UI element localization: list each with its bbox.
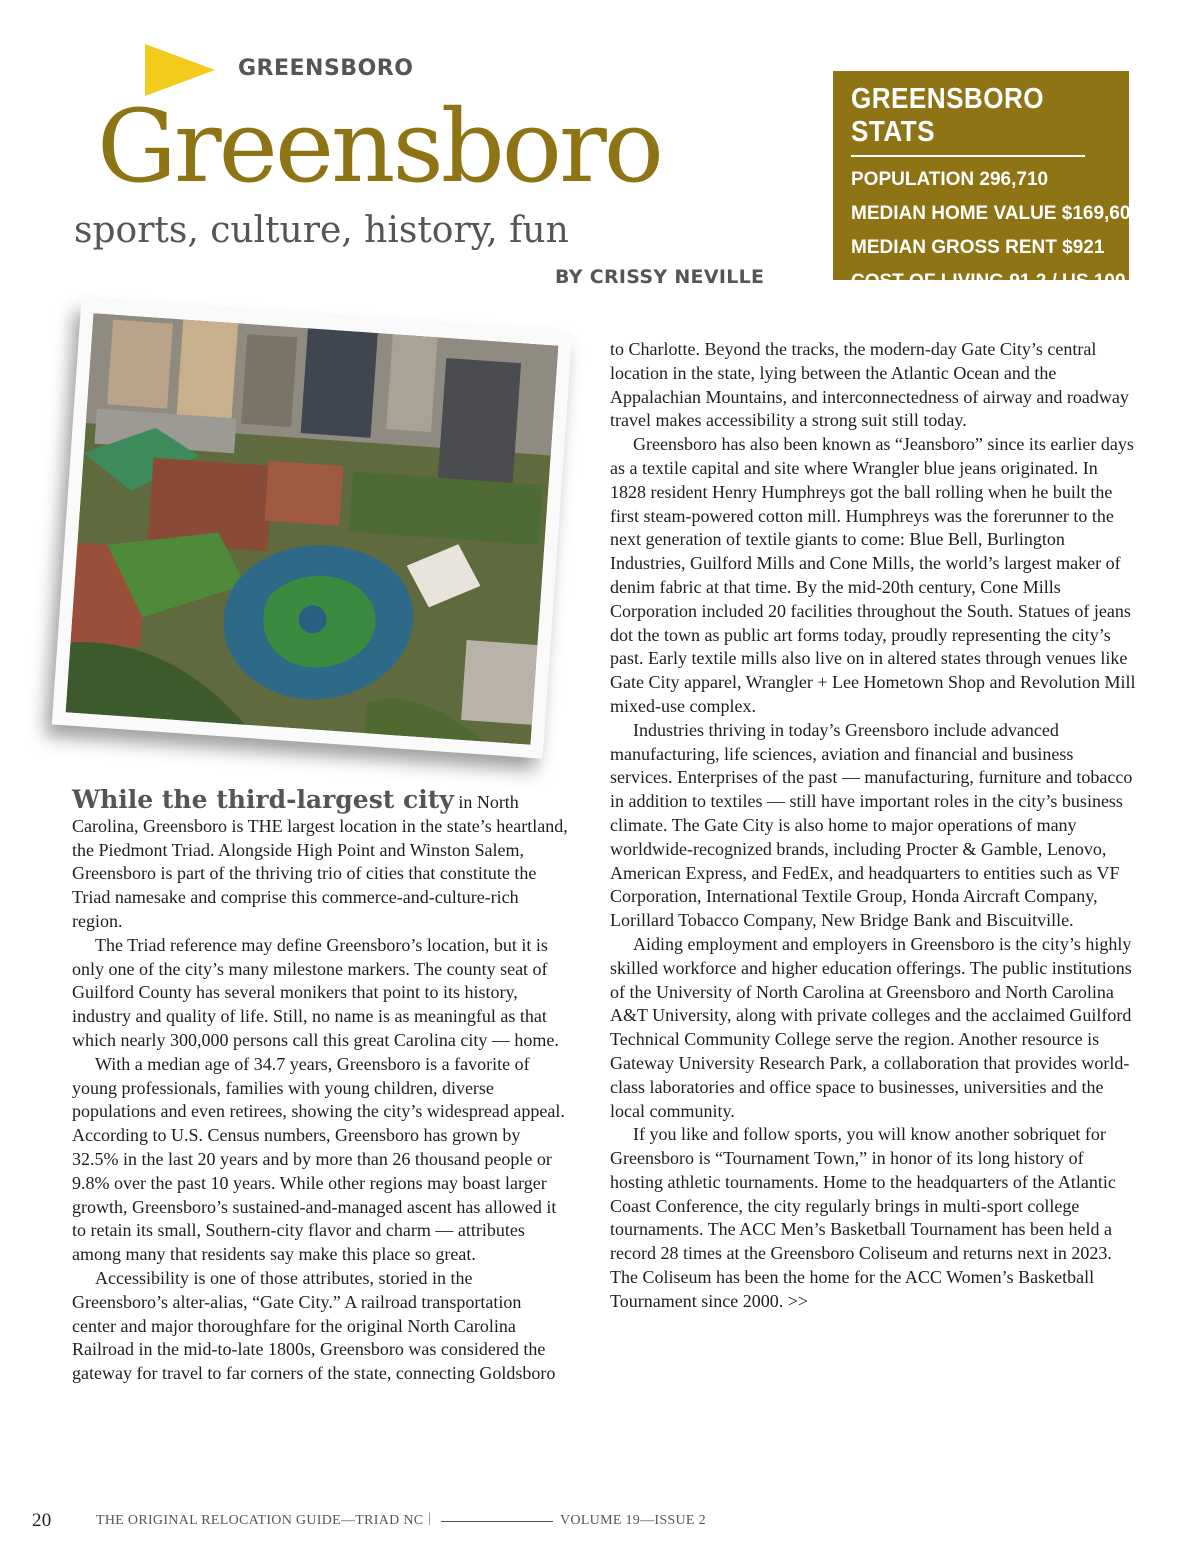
lead-in: While the third-largest city [72,785,454,814]
article-paragraph: Aiding employment and employers in Greensboro is the city’s highly skilled workforce and higher education offerings. The public institutions of the University of North Carolina at Greensboro and North Carolina A&T University, along with private colleges and the acclaimed Guilford Technical Community College serve the region. Another resource is Gateway University Research Park, a collaboration that provides world-class laboratories and office space to businesses, universities and the local community. [610,933,1132,1121]
section-kicker: GREENSBORO [238,56,414,81]
byline: BY CRISSY NEVILLE [555,266,765,288]
volume-issue: VOLUME 19—ISSUE 2 [560,1513,706,1528]
article-paragraph: Industries thriving in today’s Greensboro include advanced manufacturing, life sciences, aviation and financial and business services. Enterprises of the past — manufacturing, furniture and tobacco in addition to textiles — still have important roles in the city’s business climate. The Gate City is also home to major operations of many worldwide-recognized brands, including Procter & Gamble, Lenovo, American Express, and FedEx, and headquarters to entities such as VF Corporation, International Textile Group, Honda Aircraft Company, Lorillard Tobacco Company, New Bridge Bank and Biscuitville. [610,719,1133,931]
page-footer [0,1510,1200,1534]
footer-rule [441,1521,553,1522]
page-title: Greensboro [97,88,661,205]
footer-separator: | [428,1511,432,1526]
stats-title: GREENSBORO STATS [851,83,1085,157]
article-paragraph: to Charlotte. Beyond the tracks, the modern-day Gate City’s central location in the state, lying between the Atlantic Ocean and the Appalachian Mountains, and interconnectedness of airway and roadway travel makes accessibility a strong suit still today. [610,339,1129,431]
article-paragraph [72,785,568,934]
article-paragraph: If you like and follow sports, you will know another sobriquet for Greensboro is “Tournament Town,” in honor of its long history of hosting athletic tournaments. Home to the headquarters of the Atlantic Coast Conference, the city regularly brings in multi-sport college tournaments. The ACC Men’s Basketball Tournament has been held a record 28 times at the Greensboro Coliseum and returns next in 2023. The Coliseum has been the home for the ACC Women’s Basketball Tournament since 2000. >> [610,1124,1116,1311]
photo-frame [52,299,573,758]
article-paragraph: Accessibility is one of those attributes, storied in the Greensboro’s alter-alias, “Gate City.” A railroad transportation center and major thoroughfare for the original North Carolina Railroad in the mid-to-late 1800s, Greensboro was considered the gateway for travel to far corners of the state, connecting Goldsboro [72,1267,556,1384]
page-number: 20 [32,1510,52,1531]
stat-median-gross-rent: MEDIAN GROSS RENT $921 [851,237,1105,258]
page-subtitle: sports, culture, history, fun [74,210,569,251]
stat-median-home-value: MEDIAN HOME VALUE $169,600 [851,203,1142,224]
publication-name: THE ORIGINAL RELOCATION GUIDE—TRIAD NC [96,1513,424,1528]
stat-cost-of-living: COST OF LIVING 91.2 / US 100 [851,271,1126,292]
article-paragraph: The Triad reference may define Greensboro’s location, but it is only one of the city’s many milestone markers. The county seat of Guilford County has several monikers that point to its history, industry and quality of life. Still, no name is as meaningful as that which nearly 300,000 persons call this great Carolina city — home. [72,934,559,1050]
stat-population: POPULATION 296,710 [851,169,1049,190]
article-paragraph-text: in North Carolina, Greensboro is THE largest location in the state’s heartland, the Piedmont Triad. Alongside High Point and Winston Salem, Greensboro is part of the thriving trio of cities that constitute the Triad namesake and comprise this commerce-and-culture-rich region. [72,792,568,931]
stats-box [833,71,1142,292]
article-column-right [610,338,1138,1314]
article-paragraph: With a median age of 34.7 years, Greensboro is a favorite of young professionals, families with young children, diverse populations and even retirees, showing the city’s widespread appeal. According to U.S. Census numbers, Greensboro has grown by 32.5% in the last 20 years and by more than 26 thousand people or 9.8% over the past 10 years. While other regions may boast larger growth, Greensboro’s sustained-and-managed ascent has allowed it to retain its small, Southern-city flavor and charm — attributes among many that residents say make this place so great. [72,1053,565,1265]
aerial-park-photo [66,313,559,745]
article-column-left [72,785,568,1386]
article-paragraph: Greensboro has also been known as “Jeansboro” since its earlier days as a textile capital and site where Wrangler blue jeans originated. In 1828 resident Henry Humphreys got the ball rolling when he built the first steam-powered cotton mill. Humphreys was the forerunner to the next generation of textile giants to come: Blue Bell, Burlington Industries, Guilford Mills and Cone Mills, the world’s largest maker of denim fabric at that time. By the mid-20th century, Cone Mills Corporation included 20 facilities throughout the South. Statues of jeans dot the town as public art forms today, proudly representing the city’s past. Early textile mills also live on in altered states through venues like Gate City apparel, Wrangler + Lee Hometown Shop and Revolution Mill mixed-use complex. [610,434,1136,716]
